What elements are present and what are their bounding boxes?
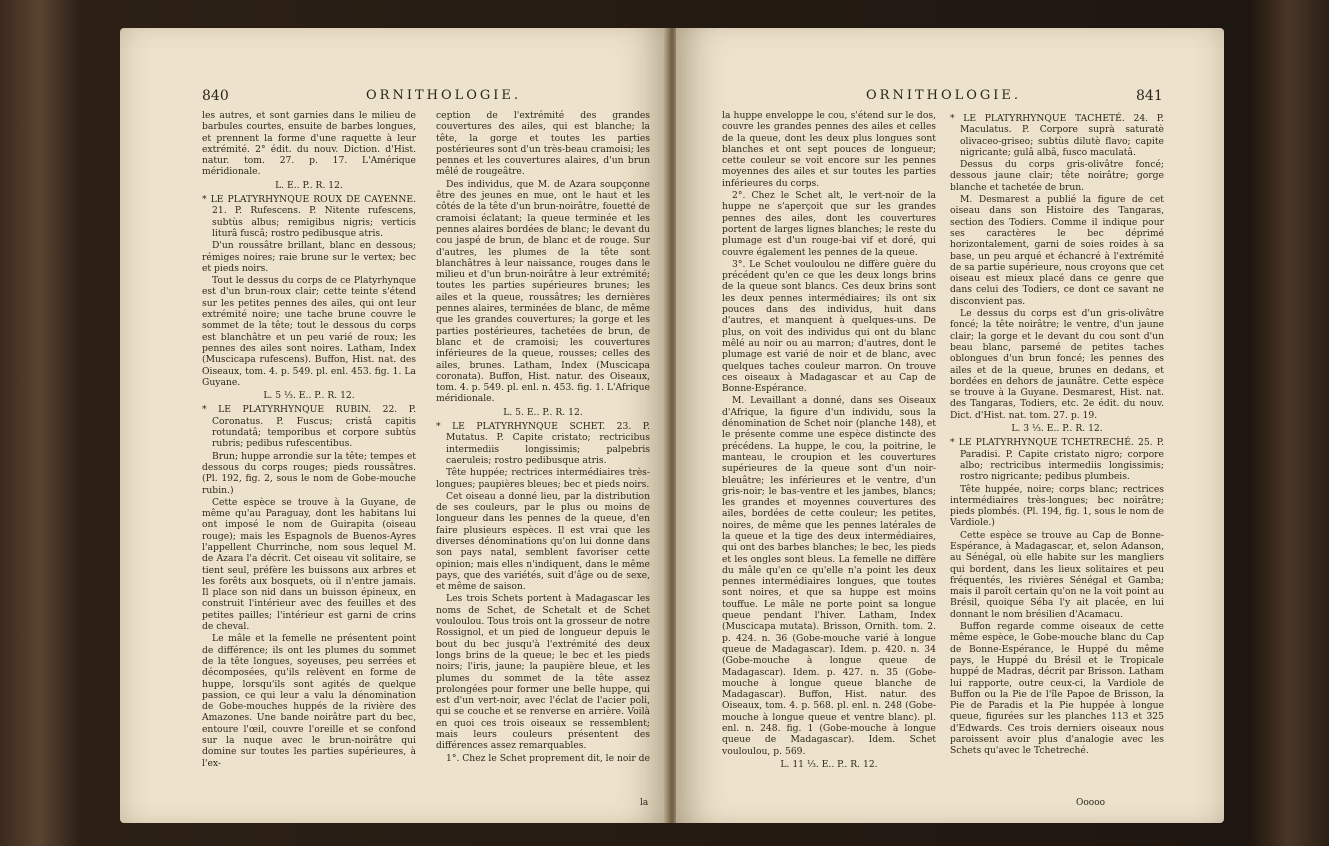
paragraph: 3°. Le Schet vouloulou ne diffère guère du précédent qu'en ce que les deux longs brins de la queue sont blancs. Ces deux brins sont les deux pennes intermédiaires; ils ont six pouces dans des individus, huit dans d'autres, et manquent à quelques-uns. De plus, on voit des individus qui ont du blanc mêlé au noir ou au marron; d'autres, dont le plumage est varié de noir et de blanc, avec quelques taches couleur marron. On trouve ces oiseaux à Madagascar et au Cap de Bonne-Espérance. [722, 258, 936, 395]
left-column-1 [202, 110, 416, 770]
species-heading: * LE PLATYRHYNQUE TACHETÉ. 24. P. Maculatus. P. Corpore suprà saturatè olivaceo-griseo; subtùs dilutè flavo; capite nigricante; gulâ albâ, fusco maculatâ. [950, 113, 1164, 158]
catchword-left: la [640, 798, 649, 808]
paragraph: M. Levaillant a donné, dans ses Oiseaux d'Afrique, la figure d'un individu, sous la dénomination de Schet noir (planche 148), et le présente comme une espèce distincte des précédens. La huppe, le cou, la poitrine, le manteau, le croupion et les couvertures supérieures de la queue sont d'un noir-bleuâtre; les inférieures et le ventre, d'un gris-noir; le bas-ventre et les jambes, blancs; les grandes et moyennes couvertures des ailes, bordées de cette couleur; les petites, noires, de même que les pennes latérales de la queue et la tige des deux intermédiaires, qui ont des barbes blanches; le bec, les pieds et les ongles sont bleus. La femelle ne diffère du mâle qu'en ce qu'elle n'a point les deux pennes intermédiaires longues, que toutes sont noires, et que sa huppe est moins touffue. Le mâle ne porte point sa longue queue pendant l'hiver. Latham, Index (Muscicapa mutata). Brisson, Ornith. tom. 2. p. 424. n. 36 (Gobe-mouche varié à longue queue de Madagascar). Idem. p. 420. n. 34 (Gobe-mouche à longue queue de Madagascar). Idem. p. 427. n. 35 (Gobe-mouche à longue queue blanche de Madagascar). Buffon, Hist. natur. des Oiseaux, tom. 4. p. 568. pl. enl. n. 248 (Gobe-mouche à longue queue et ventre blanc). pl. enl. n. 248. fig. 1 (Gobe-mouche à longue queue de Madagascar). Idem. Schet vouloulou, p. 569. [722, 395, 936, 757]
paragraph: Cette espèce se trouve au Cap de Bonne-Espérance, à Madagascar, et, selon Adanson, au Sénégal, où elle habite sur les mangliers qui bordent, dans les lieux solitaires et peu fréquentés, les rivières Sénégal et Gamba; mais il paroît certain qu'on ne la voit point au Brésil, quoique Séba l'y ait placée, en lui donnant le nom brésilien d'Acamacu. [950, 529, 1164, 620]
paragraph: D'un roussâtre brillant, blanc en dessous; rémiges noires; raie brune sur le vertex; bec et pieds noirs. [202, 240, 416, 274]
left-column-2 [436, 110, 650, 765]
right-page [676, 28, 1224, 823]
species-heading: * LE PLATYRHYNQUE TCHETRECHÉ. 25. P. Paradisi. P. Capite cristato nigro; corpore albo; rectricibus intermediis longissimis; rostro nigricante; pedibus plumbeis. [950, 437, 1164, 483]
paragraph: Cet oiseau a donné lieu, par la distribution de ses couleurs, par le plus ou moins de longueur dans les pennes de la queue, d'en faire plusieurs espèces. Il est vrai que les diverses dénominations qu'on lui donne dans son pays natal, semblent favoriser cette opinion; mais elles n'indiquent, dans le même pays, que des variétés, suit d'âge ou de sexe, et même de saison. [436, 490, 650, 593]
right-column-1 [722, 110, 936, 773]
running-head-right: ORNITHOLOGIE. [866, 88, 1022, 103]
species-heading: * LE PLATYRHYNQUE ROUX DE CAYENNE. 21. P. Rufescens. P. Nitente rufescens, subtùs albus; remigibus nigris; verticis liturâ fuscâ; rostro pedibusque atris. [202, 194, 416, 239]
paragraph: Cette espèce se trouve à la Guyane, de même qu'au Paraguay, dont les habitans lui ont imposé le nom de Guirapita (oiseau rouge); mais les Espagnols de Buenos-Ayres l'appellent Churrinche, nom sous lequel M. de Azara l'a décrit. Cet oiseau vit solitaire, se tient seul, préfère les buissons aux arbres et les forêts aux bosquets, où il n'entre jamais. Il place son nid dans un buisson épineux, en construit l'intérieur avec des feuilles et des petites pailles; l'intérieur est garni de crins de cheval. [202, 496, 416, 633]
measurement-line: L. 11 ⅓. E.. P.. R. 12. [780, 758, 878, 770]
paragraph: Dessus du corps gris-olivâtre foncé; dessous jaune clair; tête noirâtre; gorge blanche et tachetée de brun. [950, 159, 1164, 193]
paragraph: Brun; huppe arrondie sur la tête; tempes et dessous du corps rouges; pieds roussâtres. (Pl. 192, fig. 2, sous le nom de Gobe-mouche rubin.) [202, 450, 416, 496]
measurement-line: L. 5. E.. P.. R. 12. [503, 406, 583, 418]
paragraph: Buffon regarde comme oiseaux de cette même espèce, le Gobe-mouche blanc du Cap de Bonne-Espérance, le Huppé du même pays, le Huppé du Brésil et le Tropicale huppé de Madras, décrit par Brisson. Latham lui rapporte, outre ceux-ci, la Vardiole de Buffon ou la Pie de l'île Papoe de Brisson, la Pie de Paradis et la Pie huppée à longue queue, figurées sur les planches 113 et 325 d'Edwards. Ces trois derniers oiseaux nous paroissent avoir plus d'analogie avec les Schets qu'avec le Tchetreché. [950, 621, 1164, 757]
paragraph: 1°. Chez le Schet proprement dit, le noir de [446, 752, 650, 764]
paragraph: Des individus, que M. de Azara soupçonne être des jeunes en mue, ont le haut et les côtés de la tête d'un brun-noirâtre, fouetté de cramoisi éclatant; la queue terminée et les pennes alaires bordées de blanc; le devant du cou jaspé de brun, de blanc et de rouge. Sur d'autres, les plumes de la tête sont blanchâtres à leur naissance, rouges dans le milieu et d'un brun-noirâtre à leur extrémité; toutes les parties supérieures brunes; les ailes et la queue, roussâtres; les dernières pennes alaires, terminées de blanc, de même que les grandes couvertures; la gorge et les parties postérieures, tachetées de brun, de blanc et de cramoisi; les couvertures inférieures de la queue, rousses; celles des ailes, brunes. Latham, Index (Muscicapa coronata). Buffon, Hist. natur. des Oiseaux, tom. 4. p. 549. pl. enl. n. 453. fig. 1. L'Afrique méridionale. [436, 178, 650, 405]
paragraph: Les trois Schets portent à Madagascar les noms de Schet, de Schetalt et de Schet vouloulou. Tous trois ont la grosseur de notre Rossignol, et un pied de longueur depuis le bout du bec jusqu'à l'extrémité des deux longs brins de la queue; le bec et les pieds noirs; l'iris, jaune; la paupière bleue, et les plumes du sommet de la tête assez prolongées pour former une belle huppe, qui est d'un vert-noir, avec l'éclat de l'acier poli, qui se couche et se renverse en arrière. Voilà en quoi ces trois oiseaux se ressemblent; mais leurs couleurs présentent des différences assez remarquables. [436, 593, 650, 752]
right-column-2 [950, 110, 1164, 758]
paragraph: la huppe enveloppe le cou, s'étend sur le dos, couvre les grandes pennes des ailes et celles de la queue, dont les deux plus longues sont blanches et ont sept pouces de longueur; cette couleur se voit encore sur les pennes moyennes des ailes et sur toutes les parties inférieures du corps. [722, 110, 936, 189]
paragraph: 2°. Chez le Schet alt, le vert-noir de la huppe ne s'aperçoit que sur les grandes pennes des ailes, dont les couvertures portent de larges lignes blanches; le reste du plumage est d'un rouge-bai vif et doré, qui couvre également les pennes de la queue. [722, 190, 936, 258]
species-heading: * LE PLATYRHYNQUE SCHET. 23. P. Mutatus. P. Capite cristato; rectricibus intermediis longissimis; palpebris caeruleis; rostro pedibusque atris. [436, 421, 650, 466]
paragraph: les autres, et sont garnies dans le milieu de barbules courtes, ensuite de barbes longues, et prennent la forme d'une raquette à leur extrémité. 2° édit. du nouv. Diction. d'Hist. natur. tom. 27. p. 17. L'Amérique méridionale. [202, 110, 416, 178]
left-page [120, 28, 668, 823]
species-heading: * LE PLATYRHYNQUE RUBIN. 22. P. Coronatus. P. Fuscus; cristâ capitis rotundatâ; temporibus et corpore subtùs rubris; pedibus rufescentibus. [202, 404, 416, 450]
catchword-right: Ooooo [1076, 798, 1106, 808]
measurement-line: L. E.. P.. R. 12. [275, 179, 343, 191]
page-number-right: 841 [1136, 88, 1163, 104]
measurement-line: L. 3 ⅓. E.. P.. R. 12. [1011, 423, 1103, 435]
paragraph: Le dessus du corps est d'un gris-olivâtre foncé; la tête noirâtre; le ventre, d'un jaune clair; la gorge et le devant du cou sont d'un beau blanc, parsemé de petites taches oblongues d'un brun foncé; les pennes des ailes et de la queue, brunes en dedans, et bordées en dehors de jaunâtre. Cette espèce se trouve à la Guyane. Desmarest, Hist. nat. des Tangaras, Todiers, etc. 2e édit. du nouv. Dict. d'Hist. nat. tom. 27. p. 19. [950, 308, 1164, 421]
paragraph: Tête huppée; rectrices intermédiaires très-longues; paupières bleues; bec et pieds noirs. [436, 467, 650, 490]
running-head-left: ORNITHOLOGIE. [366, 88, 522, 103]
paragraph: Tout le dessus du corps de ce Platyrhynque est d'un brun-roux clair; cette teinte s'étend sur les petites pennes des ailes, qui ont leur extrémité noire; une tache brune couvre le sommet de la tête; tout le dessous du corps est blanchâtre et un peu varié de roux; les pennes des ailes sont noires. Latham, Index (Muscicapa rufescens). Buffon, Hist. nat. des Oiseaux, tom. 4. p. 549. pl. enl. 453. fig. 1. La Guyane. [202, 275, 416, 388]
page-number-left: 840 [202, 88, 229, 104]
paragraph: ception de l'extrémité des grandes couvertures des ailes, qui est blanche; la tête, la gorge et toutes les parties postérieures sont d'un très-beau cramoisi; les pennes et les couvertures alaires, d'un brun mêlé de rougeâtre. [436, 110, 650, 178]
paragraph: Le mâle et la femelle ne présentent point de différence; ils ont les plumes du sommet de la tête longues, soyeuses, peu serrées et décomposées, qu'ils relèvent en forme de huppe, lorsqu'ils sont agités de quelque passion, ce qui leur a valu la dénomination de Gobe-mouches huppés de la rivière des Amazones. Une bande noirâtre part du bec, entoure l'œil, couvre l'oreille et se confond sur la nuque avec le brun-noirâtre qui domine sur toutes les parties supérieures, à l'ex- [202, 633, 416, 769]
paragraph: M. Desmarest a publié la figure de cet oiseau dans son Histoire des Tangaras, section des Todiers. Comme il indique pour ses caractères le bec déprimé horizontalement, garni de soies roides à sa base, un peu arqué et échancré à l'extrémité de sa partie supérieure, nous croyons que cet oiseau est mieux placé dans ce genre que dans celui des Todiers, ce dont ce savant ne disconvient pas. [950, 194, 1164, 307]
paragraph: Tête huppée, noire; corps blanc; rectrices intermédiaires très-longues; bec noirâtre; pieds plombés. (Pl. 194, fig. 1, sous le nom de Vardiole.) [950, 483, 1164, 529]
measurement-line: L. 5 ⅓. E.. P.. R. 12. [263, 390, 355, 402]
